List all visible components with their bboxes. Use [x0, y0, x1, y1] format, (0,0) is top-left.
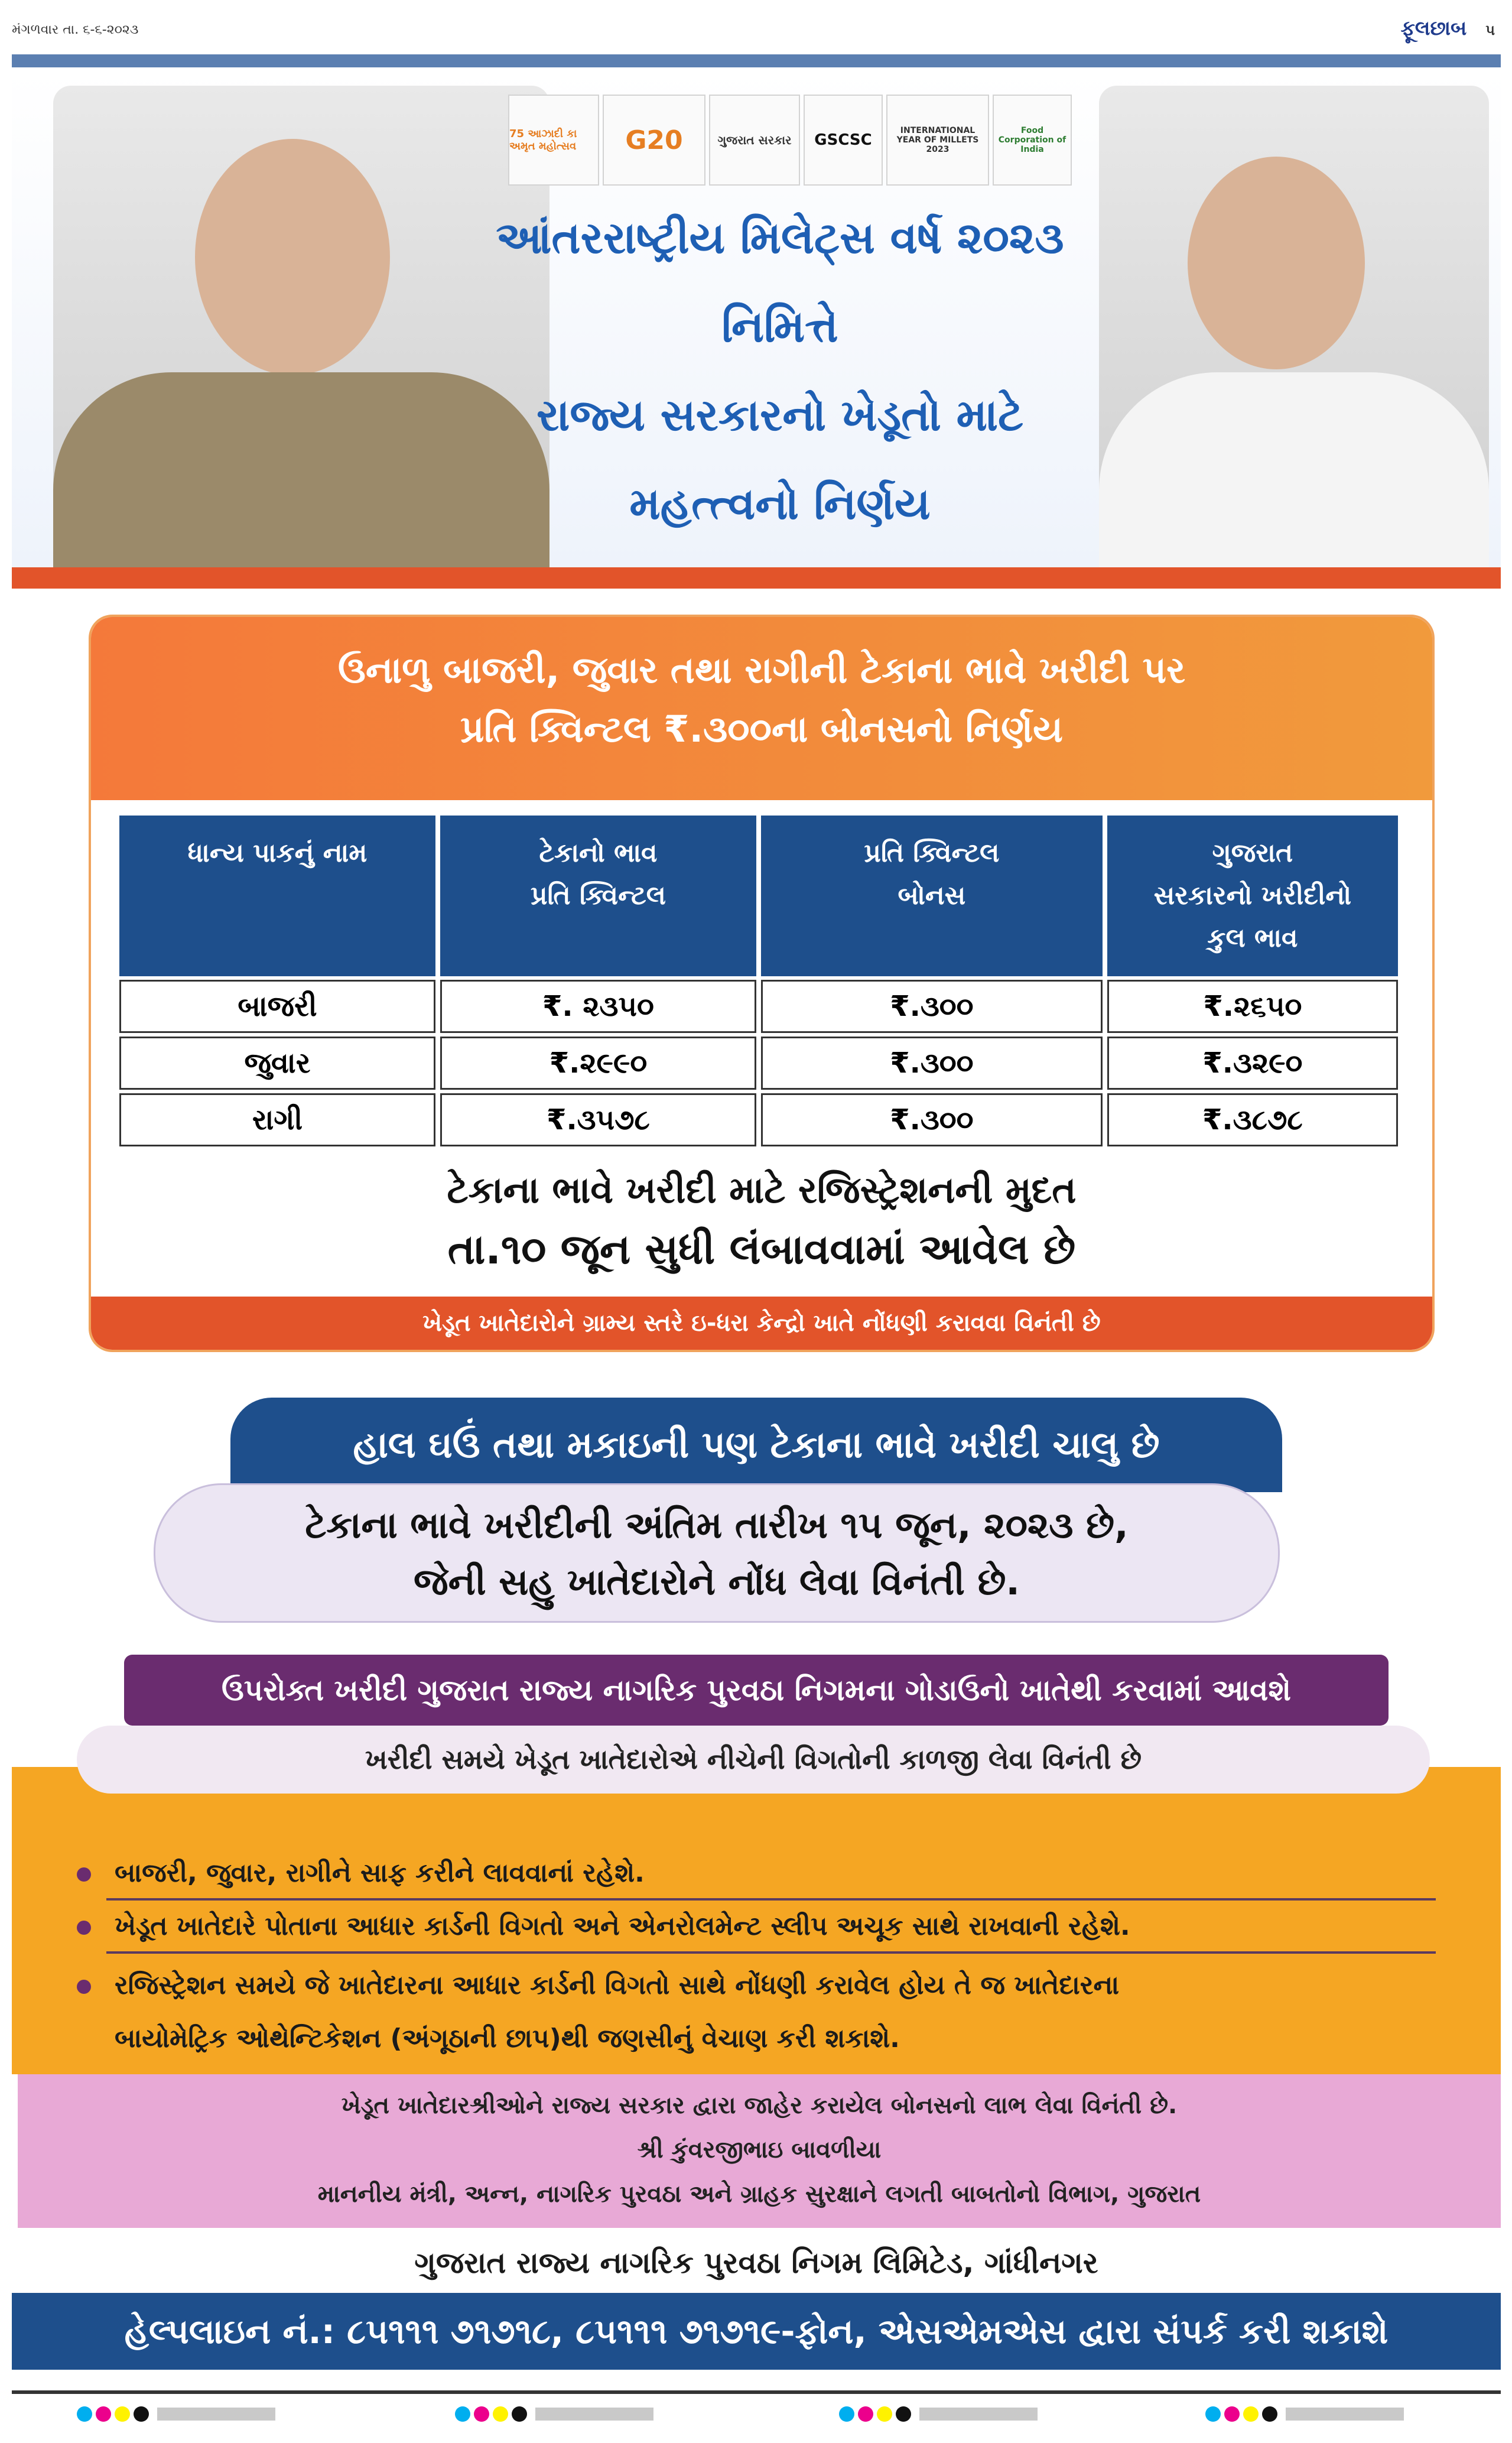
- fci-logo: Food Corporation of India: [993, 95, 1072, 186]
- portrait-right: [1099, 86, 1489, 567]
- gscsc-logo: GSCSC: [804, 95, 883, 186]
- cell-crop: બાજરી: [119, 980, 435, 1033]
- masthead-rule: [12, 54, 1501, 67]
- table-row: [119, 980, 1398, 1033]
- rates-table: [115, 812, 1403, 1150]
- registration-marks: [455, 2405, 657, 2423]
- bonus-title-line-2: પ્રતિ ક્વિન્ટલ ₹.૩૦૦ના બોનસનો નિર્ણય: [460, 707, 1063, 751]
- care-notice: ખરીદી સમયે ખેડૂત ખાતેદારોએ નીચેની વિગતોની કાળજી લેવા વિનંતી છે: [77, 1726, 1430, 1794]
- helpline-bar: હેલ્પલાઇન નં.: ૮૫૧૧૧ ૭૧૭૧૮, ૮૫૧૧૧ ૭૧૭૧૯-ફોન, એસએમએસ દ્વારા સંપર્ક કરી શકાશે: [12, 2293, 1501, 2370]
- bonus-title-line-1: ઉનાળુ બાજરી, જુવાર તથા રાગીની ટેકાના ભાવે ખરીદી પર: [337, 648, 1186, 691]
- col-header-total: ગુજરાત સરકારનો ખરીદીનો કુલ ભાવ: [1107, 816, 1398, 976]
- black-dot: [1262, 2406, 1277, 2422]
- bullet-dot: [77, 1867, 91, 1882]
- bullet-text: ખેડૂત ખાતેદારે પોતાના આધાર કાર્ડની વિગતો અને એનરોલમેન્ટ સ્લીપ અચૂક સાથે રાખવાની રહેશે.: [115, 1911, 1130, 1941]
- magenta-dot: [858, 2406, 873, 2422]
- minister-title: માનનીય મંત્રી, અન્ન, નાગરિક પુરવઠા અને ગ્રાહક સુરક્ષાને લગતી બાબતોનો વિભાગ, ગુજરાત: [317, 2181, 1201, 2208]
- bullet-text: બાજરી, જુવાર, રાગીને સાફ કરીને લાવવાનાં રહેશે.: [115, 1858, 645, 1888]
- bullet-item: [77, 1962, 1436, 2009]
- cell-msp: ₹.૩૫૭૮: [440, 1093, 756, 1146]
- table-row: [119, 1093, 1398, 1146]
- yellow-dot: [1243, 2406, 1259, 2422]
- divider: [106, 1898, 1436, 1901]
- shirt-shape: [1099, 372, 1489, 567]
- minister-name: શ્રી કુંવરજીભાઇ બાવળીયા: [637, 2136, 882, 2163]
- registration-line-1: ટેકાના ભાવે ખરીદી માટે રજિસ્ટ્રેશનની મુદત: [447, 1168, 1077, 1211]
- registration-notice: [91, 1161, 1432, 1279]
- registration-marks: [77, 2405, 279, 2423]
- col-header-msp: ટેકાનો ભાવ પ્રતિ ક્વિન્ટલ: [440, 816, 756, 976]
- wheat-maize-deadline: [154, 1483, 1280, 1623]
- table-row: [119, 1037, 1398, 1090]
- deadline-line-1: ટેકાના ભાવે ખરીદીની અંતિમ તારીખ ૧૫ જૂન, ૨૦૨૩ છે,: [305, 1503, 1129, 1547]
- page-number: ૫: [1485, 22, 1495, 38]
- magenta-dot: [96, 2406, 111, 2422]
- bottom-rule: [12, 2390, 1501, 2394]
- bullet-continuation: બાયોમેટ્રિક ઓથેન્ટિકેશન (અંગૂઠાની છાપ)થી જણસીનું વેચાણ કરી શકાશે.: [115, 2023, 900, 2054]
- azadi-logo: 75 આઝાદી કા અમૃત મહોત્સવ: [508, 95, 599, 186]
- face-shape: [195, 139, 390, 375]
- portrait-left: [53, 86, 549, 567]
- registration-marks: [1205, 2405, 1407, 2423]
- appeal-line-1: ખેડૂત ખાતેદારશ્રીઓને રાજ્ય સરકાર દ્વારા જાહેર કરાયેલ બોનસનો લાભ લેવા વિનંતી છે.: [341, 2092, 1178, 2119]
- deadline-text: [155, 1497, 1278, 1610]
- magenta-dot: [1224, 2406, 1240, 2422]
- cell-total: ₹.૩૨૯૦: [1107, 1037, 1398, 1090]
- cell-total: ₹.૨૬૫૦: [1107, 980, 1398, 1033]
- wheat-maize-tab: હાલ ઘઉં તથા મકાઇની પણ ટેકાના ભાવે ખરીદી ચાલુ છે: [230, 1398, 1282, 1492]
- header-line-2: નિમિત્તે: [721, 301, 838, 352]
- cyan-dot: [77, 2406, 92, 2422]
- col-header-bonus: પ્રતિ ક્વિન્ટલ બોનસ: [761, 816, 1103, 976]
- cell-bonus: ₹.૩૦૦: [761, 980, 1103, 1033]
- header-orange-rule: [12, 567, 1501, 589]
- registration-line-2: તા.૧૦ જૂન સુધી લંબાવવામાં આવેલ છે: [447, 1225, 1076, 1274]
- registration-strip: ખેડૂત ખાતેદારોને ગ્રામ્ય સ્તરે ઇ-ધરા કેન્દ્રો ખાતે નોંધણી કરાવવા વિનંતી છે: [91, 1297, 1432, 1350]
- header-line-4: મહત્ત્વનો નિર્ણય: [629, 479, 931, 529]
- header-line-1: આંતરરાષ્ટ્રીય મિલેટ્સ વર્ષ ૨૦૨૩: [496, 213, 1064, 264]
- table-header-row: [119, 816, 1398, 976]
- cyan-dot: [455, 2406, 470, 2422]
- cyan-dot: [1205, 2406, 1221, 2422]
- emblem-logo: ગુજરાત સરકાર: [709, 95, 800, 186]
- vest-shape: [53, 372, 549, 567]
- bullet-item: [77, 1903, 1436, 1950]
- gray-bar: [535, 2408, 653, 2421]
- bonus-box: [89, 615, 1435, 1352]
- magenta-dot: [474, 2406, 489, 2422]
- bullet-dot: [77, 1921, 91, 1935]
- black-dot: [512, 2406, 527, 2422]
- bullets-panel: [12, 1767, 1501, 2074]
- ad-header: [12, 71, 1501, 567]
- brand-name: ફૂલછાબ: [1400, 17, 1467, 40]
- cyan-dot: [839, 2406, 854, 2422]
- godown-notice: ઉપરોક્ત ખરીદી ગુજરાત રાજ્ય નાગરિક પુરવઠા નિગમના ગોડાઉનો ખાતેથી કરવામાં આવશે: [124, 1655, 1389, 1726]
- millets-logo: INTERNATIONAL YEAR OF MILLETS 2023: [886, 95, 989, 186]
- cell-total: ₹.૩૮૭૮: [1107, 1093, 1398, 1146]
- cell-bonus: ₹.૩૦૦: [761, 1093, 1103, 1146]
- bullet-dot: [77, 1980, 91, 1994]
- gray-bar: [157, 2408, 275, 2421]
- black-dot: [134, 2406, 149, 2422]
- newspaper-brand: [1400, 17, 1495, 40]
- cell-msp: ₹. ૨૩૫૦: [440, 980, 756, 1033]
- black-dot: [896, 2406, 911, 2422]
- col-header-crop: ધાન્ય પાકનું નામ: [119, 816, 435, 976]
- face-shape: [1188, 157, 1365, 369]
- header-line-3: રાજ્ય સરકારનો ખેડૂતો માટે: [536, 390, 1024, 441]
- bonus-title: [91, 641, 1432, 759]
- deadline-line-2: જેની સહુ ખાતેદારોને નોંધ લેવા વિનંતી છે.: [414, 1560, 1020, 1603]
- bullet-text: રજિસ્ટ્રેશન સમયે જે ખાતેદારના આધાર કાર્ડની વિગતો સાથે નોંધણી કરાવેલ હોય તે જ ખાતેદારના: [115, 1970, 1120, 2000]
- cell-crop: જુવાર: [119, 1037, 435, 1090]
- g20-logo: G20: [603, 95, 705, 186]
- cell-msp: ₹.૨૯૯૦: [440, 1037, 756, 1090]
- minister-appeal: [18, 2074, 1501, 2228]
- masthead: [12, 17, 1501, 43]
- cell-bonus: ₹.૩૦૦: [761, 1037, 1103, 1090]
- yellow-dot: [115, 2406, 130, 2422]
- corporation-name: ગુજરાત રાજ્ય નાગરિક પુરવઠા નિગમ લિમિટેડ, ગાંધીનગર: [414, 2246, 1098, 2280]
- yellow-dot: [493, 2406, 508, 2422]
- cell-crop: રાગી: [119, 1093, 435, 1146]
- gray-bar: [919, 2408, 1038, 2421]
- yellow-dot: [877, 2406, 892, 2422]
- gray-bar: [1286, 2408, 1404, 2421]
- bullet-item: [77, 1850, 1436, 1897]
- registration-marks: [839, 2405, 1041, 2423]
- divider: [106, 1951, 1436, 1954]
- issue-date: મંગળવાર તા. ૬-૬-૨૦૨૩: [12, 22, 139, 37]
